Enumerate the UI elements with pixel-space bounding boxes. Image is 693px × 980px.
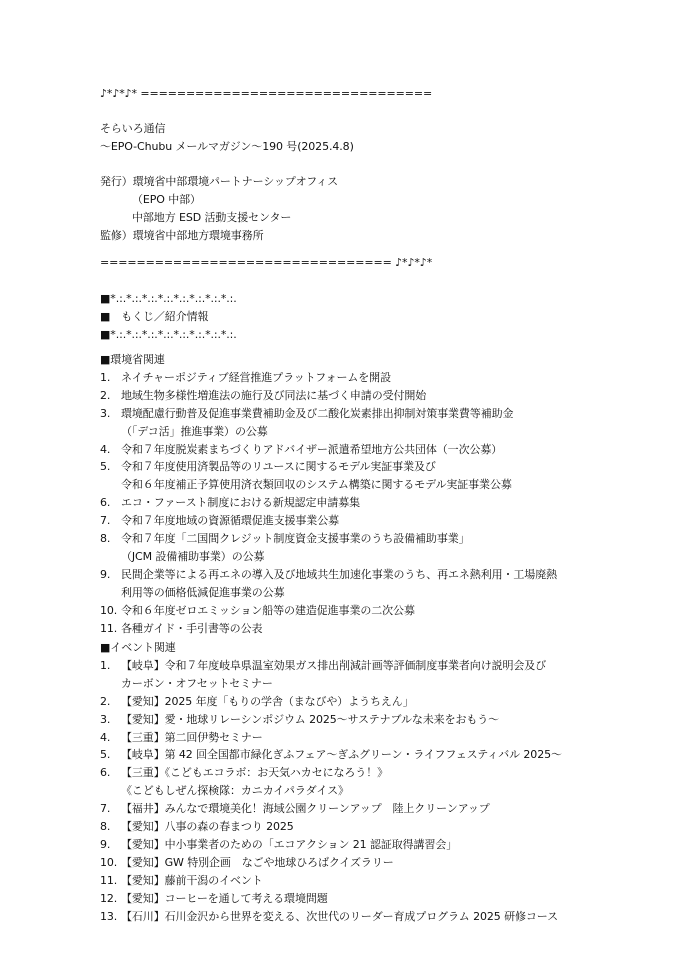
list-item-continuation: 利用等の価格低減促進事業の公募 [121, 585, 285, 599]
list-item-number: 11. [100, 873, 118, 887]
list-item-text: 【石川】石川金沢から世界を変える、次世代のリーダー育成プログラム 2025 研修コース [121, 909, 559, 923]
list-item-text: 【愛知】愛・地球リレーシンポジウム 2025～サステナブルな未来をおもう～ [121, 712, 500, 726]
list-item-text: 民間企業等による再エネの導入及び地域共生加速化事業のうち、再エネ熱利用・工場廃熱 [121, 567, 557, 581]
toc-deco-bottom: ■*.:.*.:.*.:.*.:.*.:.*.:.*.:.*.:. [100, 328, 237, 341]
list-item-text: 各種ガイド・手引書等の公表 [121, 621, 263, 635]
list-item-number: 3. [100, 406, 111, 420]
list-item-text: 【三重】《こどもエコラボ：お天気ハカセになろう！》 [121, 766, 388, 780]
newsletter-subtitle: ～EPO-Chubu メールマガジン～190 号(2025.4.8) [100, 140, 354, 153]
list-item-continuation: 令和６年度補正予算使用済衣類回収のシステム構築に関するモデル実証事業公募 [121, 478, 512, 492]
list-item-text: 【愛知】中小事業者のための「エコアクション 21 認証取得講習会」 [121, 837, 458, 851]
list-item-text: 令和７年度地域の資源循環促進支援事業公募 [121, 514, 339, 528]
list-item-number: 9. [100, 837, 111, 851]
list-item-text: 令和６年度ゼロエミッション船等の建造促進事業の二次公募 [121, 603, 415, 617]
list-item-text: 【岐阜】第 42 回全国都市緑化ぎふフェア～ぎふグリーン・ライフフェスティバル 2025～ [121, 748, 562, 762]
list-item-text: 【岐阜】令和７年度岐阜県温室効果ガス排出削減計画等評価制度事業者向け説明会及び [121, 658, 547, 672]
list-item-text: 【福井】みんなで環境美化！海域公園クリーンアップ 陸上クリーンアップ [121, 802, 490, 816]
list-item-number: 3. [100, 712, 111, 726]
list-item-number: 9. [100, 567, 111, 581]
publisher-line-2: （EPO 中部） [132, 193, 201, 206]
list-item-text: ネイチャーポジティブ経営推進プラットフォームを開設 [121, 370, 391, 384]
list-item-number: 8. [100, 532, 111, 545]
publisher-line-3: 中部地方 ESD 活動支援センター [132, 211, 292, 224]
list-item-number: 4. [100, 730, 111, 744]
list-item-text: 地域生物多様性増進法の施行及び同法に基づく申請の受付開始 [121, 388, 427, 402]
list-item-text: 【愛知】GW 特別企画 なごや地球ひろばクイズラリー [121, 855, 394, 869]
list-item-number: 2. [100, 388, 111, 402]
list-item-continuation: （JCM 設備補助事業）の公募 [121, 549, 265, 563]
list-item-text: 令和７年度「二国間クレジット制度資金支援事業のうち設備補助事業」 [121, 532, 470, 545]
list-item-text: 【愛知】コーヒーを通して考える環境問題 [121, 891, 328, 905]
toc-deco-top: ■*.:.*.:.*.:.*.:.*.:.*.:.*.:.*.:. [100, 292, 237, 305]
list-item-number: 5. [100, 460, 111, 474]
list-item-number: 10. [100, 855, 118, 869]
list-item-text: 【愛知】八事の森の春まつり 2025 [121, 820, 294, 833]
newsletter-title: そらいろ通信 [100, 122, 166, 135]
list-item-number: 4. [100, 442, 111, 456]
list-item-text: 【愛知】藤前干潟のイベント [121, 873, 263, 887]
publisher-line-1: 発行）環境省中部環境パートナーシップオフィス [100, 175, 339, 188]
list-item-number: 11. [100, 621, 118, 635]
section-heading: ■イベント関連 [100, 641, 176, 654]
list-item-number: 2. [100, 694, 111, 708]
list-item-number: 8. [100, 820, 111, 833]
header-bottom-border: ================================ ♪*♪*♪* [100, 256, 433, 269]
list-item-number: 10. [100, 603, 118, 617]
list-item-number: 7. [100, 514, 111, 528]
toc-title: ■ もくじ／紹介情報 [100, 310, 209, 323]
list-item-text: 令和７年度脱炭素まちづくりアドバイザー派遣希望地方公共団体（一次公募） [121, 442, 503, 456]
list-item-text: エコ・ファースト制度における新規認定申請募集 [121, 496, 361, 510]
list-item-number: 1. [100, 658, 111, 672]
header-top-border: ♪*♪*♪* ================================ [100, 87, 433, 100]
list-item-number: 7. [100, 802, 111, 816]
list-item-number: 6. [100, 766, 111, 780]
list-item-number: 1. [100, 370, 111, 384]
list-item-number: 6. [100, 496, 111, 510]
list-item-text: 【三重】第二回伊勢セミナー [121, 730, 263, 744]
list-item-continuation: （「デコ活」推進事業）の公募 [121, 424, 268, 438]
list-item-text: 令和７年度使用済製品等のリユースに関するモデル実証事業及び [121, 460, 436, 474]
section-heading: ■環境省関連 [100, 353, 165, 366]
list-item-text: 環境配慮行動普及促進事業費補助金及び二酸化炭素排出抑制対策事業費等補助金 [121, 406, 514, 420]
list-item-number: 5. [100, 748, 111, 762]
list-item-continuation: 《こどもしぜん探検隊：カニカイパラダイス》 [121, 784, 349, 798]
supervisor-line: 監修）環境省中部地方環境事務所 [100, 229, 264, 242]
list-item-number: 12. [100, 891, 118, 905]
list-item-text: 【愛知】2025 年度「もりの学舎（まなびや）ようちえん」 [121, 694, 414, 708]
list-item-continuation: カーボン・オフセットセミナー [121, 676, 273, 690]
list-item-number: 13. [100, 909, 118, 923]
